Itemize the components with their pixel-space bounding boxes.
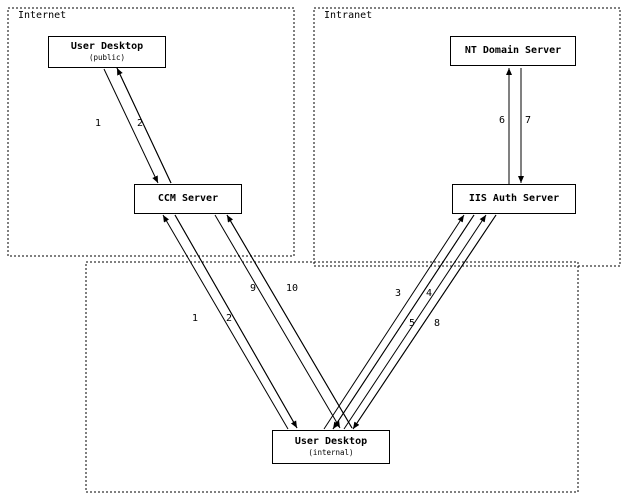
node-nt-domain-server[interactable] [450, 36, 576, 66]
edge-label-5: 5 [409, 318, 416, 329]
node-title: CCM Server [157, 193, 219, 204]
edge-iis-to-internal-a [333, 215, 474, 429]
edge-label-8: 8 [434, 318, 441, 329]
edge-label-1-public: 1 [95, 118, 102, 129]
node-title: User Desktop [70, 41, 144, 52]
edge-label-6: 6 [499, 115, 506, 126]
edge-internal-to-ccm-right [227, 215, 352, 428]
node-ccm-server[interactable] [134, 184, 242, 214]
edge-ccm-to-public [117, 68, 171, 183]
node-subtitle: (internal) [308, 448, 354, 457]
node-user-desktop-internal[interactable] [272, 430, 390, 464]
node-title: IIS Auth Server [468, 193, 560, 204]
edge-label-4: 4 [426, 288, 433, 299]
node-subtitle: (public) [88, 53, 126, 62]
node-title: User Desktop [294, 436, 368, 447]
node-title: NT Domain Server [464, 45, 562, 56]
edge-label-1-internal: 1 [192, 313, 199, 324]
edge-label-7: 7 [525, 115, 532, 126]
zone-label-internet: Internet [18, 10, 67, 21]
zone-label-intranet: Intranet [324, 10, 373, 21]
edge-label-2-internal: 2 [226, 313, 233, 324]
edge-label-10: 10 [286, 283, 299, 294]
node-iis-auth-server[interactable] [452, 184, 576, 214]
edge-label-9: 9 [250, 283, 257, 294]
edge-iis-to-internal-b [353, 215, 496, 429]
node-user-desktop-public[interactable] [48, 36, 166, 68]
edge-label-3: 3 [395, 288, 402, 299]
edge-internal-to-iis-b [344, 215, 496, 429]
edge-internal-to-iis-a [324, 215, 474, 429]
edge-label-2-public: 2 [137, 118, 144, 129]
